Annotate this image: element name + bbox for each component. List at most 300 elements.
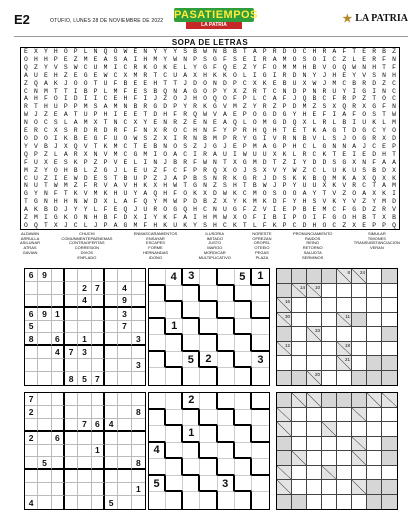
letter-cell: M — [282, 55, 287, 63]
kakuro-clue-cell — [382, 393, 397, 408]
letter-cell: K — [232, 221, 237, 229]
letter-cell: G — [352, 206, 357, 214]
letter-cell: H — [43, 55, 48, 63]
letter-cell: T — [153, 71, 158, 79]
kakuro-cell — [307, 313, 322, 328]
letter-cell: Q — [322, 174, 327, 182]
letter-cell: X — [232, 214, 237, 222]
letter-cell: K — [203, 103, 207, 111]
word-search-title: SOPA DE LETRAS — [171, 38, 249, 47]
sudoku-cell — [78, 483, 91, 496]
letter-cell: B — [43, 142, 48, 150]
letter-cell: X — [63, 142, 68, 150]
letter-cell: X — [83, 150, 88, 158]
letter-cell: X — [133, 214, 138, 222]
letter-cell: L — [252, 95, 257, 103]
letter-cell: O — [203, 79, 207, 87]
kakuro-clue-cell — [292, 284, 307, 299]
kakuro-clue-cell — [337, 342, 352, 357]
letter-cell: B — [43, 206, 48, 214]
letter-cell: Q — [372, 174, 377, 182]
kakuro-cell — [367, 495, 382, 510]
letter-cell: C — [43, 119, 48, 127]
letter-cell: J — [322, 71, 327, 79]
letter-cell: W — [53, 182, 58, 190]
letter-cell: Z — [282, 158, 287, 166]
letter-cell: Y — [242, 134, 247, 142]
letter-cell: G — [332, 127, 337, 135]
sudoku-cell — [65, 308, 78, 321]
letter-cell: P — [282, 103, 287, 111]
letter-cell: N — [153, 158, 158, 166]
letter-cell: Z — [73, 182, 78, 190]
sudoku-cell — [25, 372, 38, 385]
letter-cell: C — [163, 71, 168, 79]
letter-cell: F — [322, 214, 327, 222]
sudoku-cell — [65, 295, 78, 308]
sudoku-cell: 3 — [132, 333, 145, 346]
letter-cell: K — [242, 198, 247, 206]
letter-cell: C — [222, 221, 227, 229]
sudoku-cell — [92, 346, 105, 359]
letter-cell: P — [103, 221, 108, 229]
sudoku-cell — [78, 406, 91, 419]
letter-cell: K — [232, 174, 237, 182]
letter-cell: T — [242, 182, 247, 190]
letter-cell: M — [302, 103, 307, 111]
puzzle-cell — [166, 302, 183, 319]
letter-cell: F — [113, 79, 118, 87]
letter-cell: V — [33, 142, 38, 150]
sudoku-cell — [92, 457, 105, 470]
sudoku-cell: 1 — [52, 308, 65, 321]
letter-cell: M — [133, 221, 138, 229]
word-item: SALUDTA — [303, 249, 322, 255]
letter-cell: X — [362, 174, 367, 182]
word-item: TIMONES — [367, 235, 386, 241]
kakuro-cell — [307, 298, 322, 313]
letter-cell: C — [24, 174, 28, 182]
letter-cell: S — [372, 71, 377, 79]
word-search-grid — [20, 47, 400, 230]
letter-cell: U — [312, 182, 317, 190]
kakuro-cell — [382, 437, 397, 452]
letter-cell: Y — [342, 198, 347, 206]
kakuro-clue: 24 — [359, 270, 365, 275]
kakuro-cell — [367, 422, 382, 437]
letter-cell: F — [352, 111, 357, 119]
puzzle-cell — [235, 335, 252, 352]
kakuro-clue-cell — [352, 480, 367, 495]
letter-cell: S — [103, 174, 108, 182]
letter-cell: B — [392, 214, 396, 222]
letter-cell: D — [33, 134, 38, 142]
letter-cell: K — [143, 182, 148, 190]
letter-cell: G — [332, 214, 337, 222]
letter-cell: H — [33, 95, 38, 103]
kakuro-cell — [382, 356, 397, 371]
letter-cell: D — [153, 111, 158, 119]
puzzle-cell — [235, 476, 252, 493]
letter-cell: T — [33, 103, 38, 111]
letter-cell: Q — [163, 87, 168, 95]
kakuro-cell — [322, 298, 337, 313]
letter-cell: F — [43, 95, 48, 103]
letter-cell: S — [322, 103, 327, 111]
letter-cell: G — [33, 198, 38, 206]
letter-cell: Y — [312, 190, 317, 198]
kakuro-cell — [382, 313, 397, 328]
letter-cell: P — [382, 221, 386, 229]
letter-cell: I — [93, 95, 98, 103]
letter-cell: C — [173, 166, 178, 174]
kakuro-cell — [307, 422, 322, 437]
letter-cell: X — [93, 119, 98, 127]
letter-cell: A — [103, 103, 108, 111]
letter-cell: W — [203, 158, 207, 166]
puzzle-cell — [149, 410, 166, 427]
letter-cell: L — [113, 198, 118, 206]
letter-cell: V — [103, 182, 108, 190]
letter-cell: X — [262, 166, 267, 174]
puzzle-cell — [200, 269, 217, 286]
kakuro-cell — [292, 480, 307, 495]
letter-cell: G — [173, 206, 178, 214]
letter-cell: H — [252, 127, 257, 135]
sudoku-cell — [38, 295, 51, 308]
letter-cell: K — [342, 174, 347, 182]
letter-cell: O — [302, 214, 307, 222]
letter-cell: O — [382, 95, 386, 103]
word-item: CONTRAOFERTAS — [69, 240, 105, 246]
word-column — [293, 232, 332, 266]
word-column — [252, 232, 271, 266]
letter-cell: K — [312, 127, 317, 135]
letter-cell: O — [173, 142, 178, 150]
letter-cell: Q — [73, 142, 78, 150]
letter-cell: Z — [312, 103, 317, 111]
letter-cell: I — [173, 134, 178, 142]
letter-cell: K — [213, 71, 217, 79]
puzzle-cell — [200, 368, 217, 385]
sudoku-cell — [118, 419, 131, 432]
sudoku-cell: 7 — [25, 393, 38, 406]
kakuro-cell — [337, 437, 352, 452]
puzzle-cell — [200, 319, 217, 336]
kakuro-clue-cell — [277, 466, 292, 481]
letter-cell: V — [262, 206, 267, 214]
letter-cell: I — [272, 206, 277, 214]
letter-cell: Y — [252, 63, 257, 71]
letter-cell: R — [173, 119, 178, 127]
letter-cell: C — [43, 127, 48, 135]
letter-cell: M — [213, 134, 217, 142]
letter-cell: N — [312, 87, 317, 95]
letter-cell: L — [242, 71, 247, 79]
kakuro-cell — [382, 342, 397, 357]
letter-cell: K — [103, 142, 108, 150]
sudoku-cell — [118, 432, 131, 445]
letter-cell: O — [352, 134, 357, 142]
letter-cell: K — [193, 190, 197, 198]
letter-cell: B — [342, 119, 347, 127]
letter-cell: C — [302, 48, 307, 55]
word-item: SERMINOS — [302, 254, 324, 260]
letter-cell: R — [282, 134, 287, 142]
sudoku-cell — [92, 321, 105, 334]
sudoku-cell — [118, 333, 131, 346]
puzzle-cell — [235, 410, 252, 427]
letter-cell: G — [342, 158, 347, 166]
letter-cell: D — [222, 79, 227, 87]
letter-cell: F — [143, 221, 148, 229]
kakuro-cell — [382, 466, 397, 481]
letter-cell: G — [272, 142, 277, 150]
letter-cell: X — [372, 190, 377, 198]
puzzle-cell — [183, 443, 200, 460]
letter-cell: H — [113, 190, 118, 198]
letter-cell: A — [183, 214, 188, 222]
letter-cell: T — [43, 221, 48, 229]
number-puzzle-2 — [148, 268, 270, 386]
letter-cell: Y — [342, 87, 347, 95]
letter-cell: P — [93, 87, 98, 95]
letter-cell: P — [262, 48, 267, 55]
letter-cell: O — [163, 150, 168, 158]
letter-cell: D — [272, 174, 277, 182]
letter-cell: N — [143, 127, 148, 135]
letter-cell: K — [63, 134, 68, 142]
number-puzzle-4 — [148, 392, 270, 510]
letter-cell: Y — [312, 71, 317, 79]
word-item: ENSAYAR — [146, 235, 165, 241]
letter-cell: L — [312, 119, 317, 127]
letter-cell: C — [242, 79, 247, 87]
sudoku-cell — [38, 282, 51, 295]
sudoku-cell: 6 — [52, 333, 65, 346]
letter-cell: I — [262, 214, 267, 222]
sudoku-cell — [118, 483, 131, 496]
letter-cell: E — [93, 174, 98, 182]
letter-cell: V — [83, 142, 88, 150]
letter-cell: S — [282, 174, 287, 182]
letter-cell: M — [83, 55, 88, 63]
puzzle-cell — [218, 459, 235, 476]
letter-cell: A — [272, 55, 277, 63]
letter-cell: O — [292, 55, 297, 63]
letter-cell: K — [163, 221, 168, 229]
kakuro-clue-cell — [277, 298, 292, 313]
letter-cell: F — [342, 206, 347, 214]
kakuro-cell — [352, 422, 367, 437]
sudoku-cell — [118, 406, 131, 419]
letter-cell: O — [203, 87, 207, 95]
letter-cell: F — [262, 63, 267, 71]
puzzle-cell — [235, 319, 252, 336]
letter-cell: D — [83, 174, 88, 182]
letter-cell: W — [312, 79, 317, 87]
publication-date: OTUFIO, LUNES 28 DE NOVIEMBRE DE 2022 — [50, 18, 164, 24]
letter-cell: K — [302, 174, 307, 182]
sudoku-cell — [92, 269, 105, 282]
letter-cell: S — [143, 87, 148, 95]
letter-cell: C — [123, 119, 128, 127]
letter-cell: L — [83, 221, 88, 229]
sudoku-cell — [52, 406, 65, 419]
letter-cell: E — [312, 206, 317, 214]
letter-cell: E — [342, 150, 347, 158]
letter-cell: M — [33, 214, 38, 222]
brand-name: LA PATRIA — [355, 13, 408, 24]
sudoku-cell — [52, 359, 65, 372]
letter-cell: C — [312, 150, 317, 158]
letter-cell: H — [163, 111, 168, 119]
letter-cell: B — [203, 134, 207, 142]
kakuro-cell — [292, 495, 307, 510]
letter-cell: A — [322, 127, 327, 135]
letter-cell: E — [53, 158, 58, 166]
sudoku-cell — [78, 496, 91, 509]
letter-cell: U — [173, 221, 178, 229]
kakuro-cell — [322, 313, 337, 328]
letter-cell: N — [193, 134, 197, 142]
kakuro-cell — [322, 495, 337, 510]
letter-cell: X — [252, 79, 257, 87]
letter-cell: P — [183, 198, 188, 206]
kakuro-cell — [352, 393, 367, 408]
letter-cell: N — [113, 119, 118, 127]
word-item: RAIDOS — [305, 235, 321, 241]
puzzle-cell — [149, 335, 166, 352]
letter-cell: V — [322, 63, 327, 71]
letter-cell: M — [382, 198, 386, 206]
word-item: ATRAS — [23, 245, 37, 251]
letter-cell: W — [173, 55, 178, 63]
letter-cell: I — [392, 190, 396, 198]
letter-cell: I — [262, 134, 267, 142]
letter-cell: Z — [252, 206, 257, 214]
letter-cell: D — [83, 127, 88, 135]
letter-cell: Y — [73, 206, 78, 214]
kakuro-cell — [337, 422, 352, 437]
puzzle-cell — [183, 492, 200, 509]
letter-cell: F — [213, 127, 217, 135]
sudoku-cell: 8 — [132, 406, 145, 419]
letter-cell: H — [143, 55, 148, 63]
letter-cell: A — [123, 198, 128, 206]
kakuro-cell — [292, 327, 307, 342]
letter-cell: K — [272, 221, 277, 229]
letter-cell: A — [63, 111, 68, 119]
letter-cell: K — [53, 79, 58, 87]
puzzle-cell — [166, 352, 183, 369]
letter-cell: R — [322, 119, 327, 127]
kakuro-cell — [382, 451, 397, 466]
sudoku-cell — [52, 321, 65, 334]
letter-cell: I — [53, 174, 58, 182]
letter-cell: C — [123, 63, 128, 71]
letter-cell: F — [332, 95, 337, 103]
letter-cell: Z — [43, 150, 48, 158]
letter-cell: O — [232, 71, 237, 79]
letter-cell: T — [372, 95, 377, 103]
letter-cell: X — [33, 48, 38, 55]
letter-cell: I — [272, 71, 277, 79]
puzzle-cell — [149, 286, 166, 303]
letter-cell: C — [392, 95, 396, 103]
letter-cell: J — [292, 95, 297, 103]
word-item: PRONUNCIAMIENTO — [292, 231, 333, 236]
letter-cell: T — [93, 79, 98, 87]
letter-cell: S — [312, 198, 317, 206]
letter-cell: H — [312, 48, 317, 55]
letter-cell: S — [63, 158, 68, 166]
word-item: MULTIPLICATIVO — [198, 254, 231, 260]
letter-cell: A — [252, 48, 257, 55]
letter-cell: C — [73, 221, 78, 229]
letter-cell: H — [63, 198, 68, 206]
letter-cell: A — [183, 71, 188, 79]
letter-cell: N — [203, 182, 207, 190]
letter-cell: H — [133, 182, 138, 190]
kakuro-cell — [367, 298, 382, 313]
letter-cell: W — [203, 111, 207, 119]
sudoku-cell — [65, 419, 78, 432]
letter-cell: E — [272, 79, 277, 87]
letter-cell: D — [312, 158, 317, 166]
letter-cell: O — [242, 214, 247, 222]
sudoku-cell — [78, 321, 91, 334]
letter-cell: F — [252, 214, 257, 222]
letter-cell: F — [262, 221, 267, 229]
letter-cell: D — [352, 127, 357, 135]
sudoku-cell — [78, 470, 91, 483]
letter-cell: Z — [24, 214, 28, 222]
letter-cell: Y — [163, 55, 168, 63]
letter-cell: T — [173, 79, 178, 87]
kakuro-cell — [322, 408, 337, 423]
letter-cell: O — [292, 190, 297, 198]
letter-cell: U — [352, 166, 357, 174]
letter-cell: A — [24, 71, 28, 79]
letter-cell: C — [83, 63, 88, 71]
letter-cell: S — [203, 221, 207, 229]
puzzle-cell — [183, 286, 200, 303]
letter-cell: J — [33, 111, 38, 119]
letter-cell: G — [362, 87, 367, 95]
sudoku-cell: 9 — [38, 269, 51, 282]
sudoku-cell — [132, 269, 145, 282]
puzzle-cell — [183, 335, 200, 352]
letter-cell: Y — [382, 127, 386, 135]
letter-cell: W — [73, 63, 78, 71]
letter-cell: R — [362, 79, 367, 87]
letter-cell: Z — [183, 119, 188, 127]
sudoku-cell — [118, 269, 131, 282]
sudoku-cell — [105, 372, 118, 385]
letter-cell: Z — [392, 48, 396, 55]
logo-subtitle: LA PATRIA — [186, 22, 242, 29]
kakuro-cell — [367, 480, 382, 495]
letter-cell: X — [362, 103, 367, 111]
letter-cell: U — [53, 103, 58, 111]
letter-cell: C — [312, 166, 317, 174]
letter-cell: K — [372, 119, 377, 127]
sudoku-cell — [118, 470, 131, 483]
letter-cell: E — [362, 221, 367, 229]
kakuro-cell — [367, 342, 382, 357]
letter-cell: R — [193, 103, 197, 111]
